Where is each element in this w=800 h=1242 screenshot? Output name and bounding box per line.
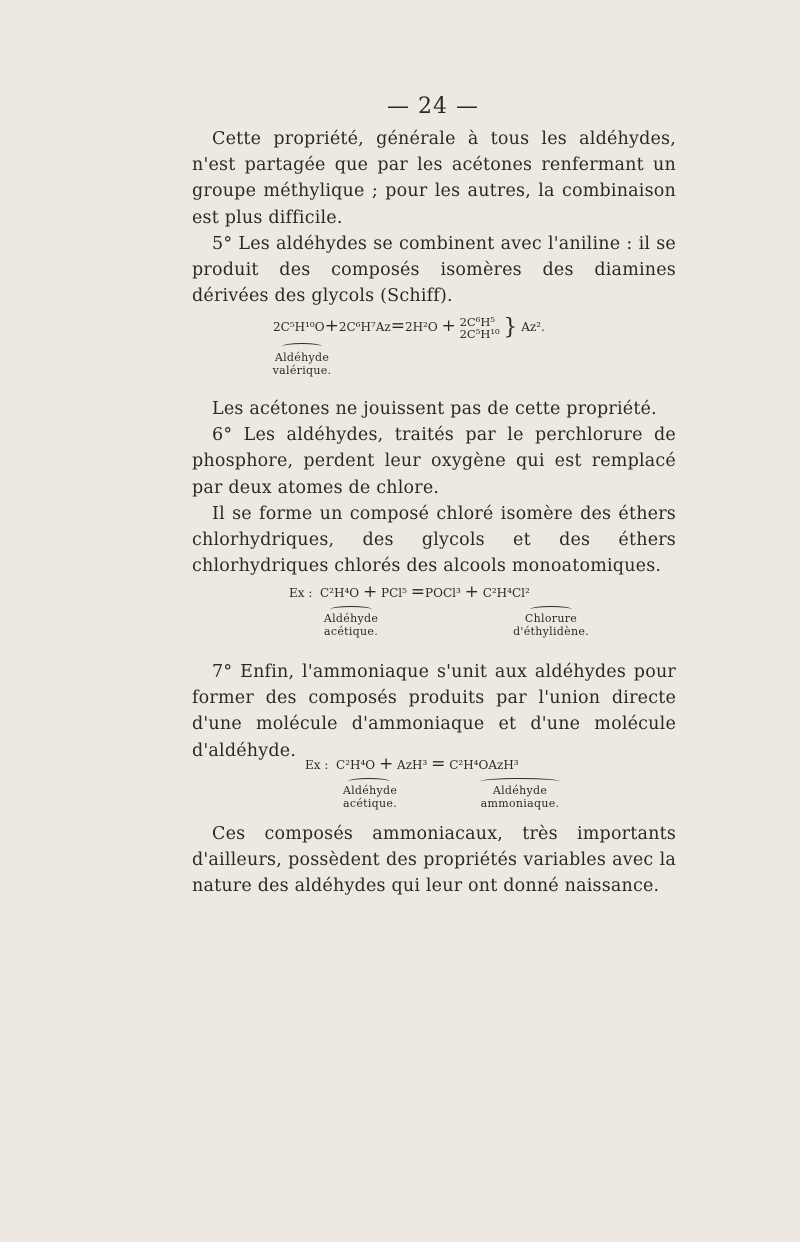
paragraph-compose-chlore: Il se forme un composé chloré isomère des éthers chlorhydriques, des glycols et des éthers chlorhydriques chlorés des alcools monoatomiques. [192,503,676,577]
text-block-bottom [192,821,676,900]
formula-term: AzH³ [397,758,428,772]
formula-term: POCl³ [425,586,461,600]
formula-brace: } [503,315,518,340]
paragraph-1: Cette propriété, générale à tous les aldéhydes, n'est partagée que par les acétones renfermant un groupe méthylique ; pour les autres, la combinaison est plus difficile. [192,129,676,228]
formula-schiff-equation [273,315,545,340]
formula-term: C²H⁴O [336,758,376,772]
underbrace-valerique [282,343,322,350]
formula-term: C²H⁴OAzH³ [449,758,519,772]
formula-pcl5 [0,578,800,648]
label-line: d'éthylidène. [513,625,589,638]
text-block-middle [192,396,676,579]
formula-stack [460,316,500,340]
label-line: Aldéhyde [274,351,330,364]
formula-stack-bottom: 2C⁵H¹⁰ [459,326,500,341]
paragraph-ammoniaque: 7° Enfin, l'ammoniaque s'unit aux aldéhydes pour former des composés produits par l'union directe d'une molécule d'ammoniaque et d'une molécule d'aldéhyde. [192,662,676,761]
formula-ammoniaque [0,750,800,820]
formula-term: Az². [521,320,545,334]
label-line: Aldéhyde [492,784,548,797]
paragraph-composes-ammoniacaux: Ces composés ammoniacaux, très importants d'ailleurs, possèdent des propriétés variables avec la nature des aldéhydes qui leur ont donné naissance. [192,824,676,897]
formula-term: PCl⁵ [381,586,407,600]
label-line: Chlorure [524,612,578,625]
formula-term: 2C⁵H¹⁰O [273,320,325,334]
formula-pcl5-equation [289,582,530,602]
page-number: — 24 — [387,94,479,119]
text-block-top [192,126,676,309]
text-block-ammoniaque [192,659,676,764]
formula-prefix: Ex : [305,758,329,772]
label-chlorure-ethylidene [505,612,597,638]
formula-plus: + [441,316,456,336]
formula-equals: = [431,754,446,774]
formula-equals: = [390,316,405,336]
formula-prefix: Ex : [289,586,313,600]
label-line: acétique. [343,797,397,810]
formula-plus: + [464,582,479,602]
formula-stack-top: 2C⁶H⁵ [459,314,495,329]
label-aldehyde-ammoniaque [470,784,570,810]
formula-term: 2C⁶H⁷Az [338,320,391,334]
label-line: Aldéhyde [342,784,398,797]
formula-term: C²H⁴O [320,586,360,600]
paragraph-acetones: Les acétones ne jouissent pas de cette propriété. [212,399,657,419]
formula-term: C²H⁴Cl² [482,586,530,600]
label-aldehyde-valerique [262,351,342,377]
paragraph-perchlorure: 6° Les aldéhydes, traités par le perchlorure de phosphore, perdent leur oxygène qui est remplacé par deux atomes de chlore. [192,425,676,498]
label-line: valérique. [272,364,332,377]
label-aldehyde-acetique [311,612,391,638]
label-line: ammoniaque. [480,797,560,810]
paragraph-aniline: 5° Les aldéhydes se combinent avec l'aniline : il se produit des composés isomères des diamines dérivées des glycols (Schiff). [192,233,676,307]
label-line: acétique. [324,625,378,638]
formula-term: 2H²O [404,320,438,334]
label-line: Aldéhyde [323,612,379,625]
formula-plus: + [324,316,339,336]
formula-ammoniaque-equation [305,754,519,774]
formula-plus: + [378,754,394,774]
formula-equals: = [410,582,426,602]
formula-plus: + [362,582,378,602]
label-aldehyde-acetique [330,784,410,810]
